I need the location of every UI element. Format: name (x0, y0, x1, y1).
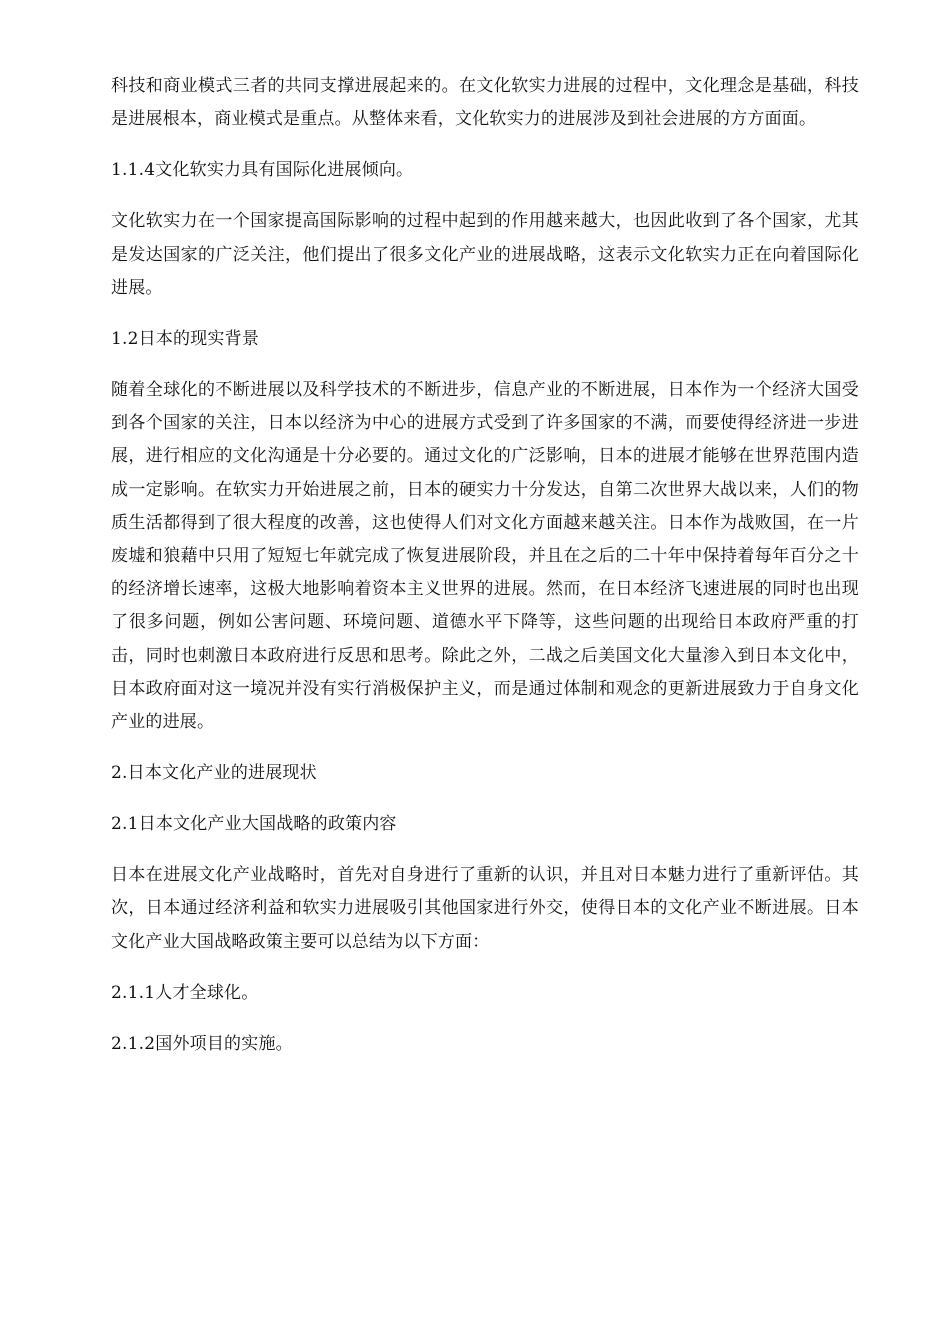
paragraph-line (111, 70, 859, 136)
section-heading-2-1-1: 2.1.1人才全球化。 (111, 982, 259, 1003)
paragraph-text: 文化软实力在一个国家提高国际影响的过程中起到的作用越来越大，也因此收到了各个国家，尤其是发达国家的广泛关注，他们提出了很多文化产业的进展战略，这表示文化软实力正在向着国际化进展。 (111, 211, 859, 298)
document-page (111, 70, 859, 1061)
section-heading-1-1-4: 1.1.4文化软实力具有国际化进展倾向。 (111, 160, 414, 181)
section-heading-2-1: 2.1日本文化产业大国战略的政策内容 (111, 814, 397, 835)
paragraph-text: 科技和商业模式三者的共同支撑进展起来的。在文化软实力进展的过程中，文化理念是基础，科技是进展根本，商业模式是重点。从整体来看，文化软实力的进展涉及到社会进展的方方面面。 (111, 76, 859, 130)
section-heading-1-2: 1.2日本的现实背景 (111, 329, 260, 350)
section-heading-2: 2.日本文化产业的进展现状 (111, 763, 317, 784)
paragraph-block (111, 70, 859, 136)
paragraph-text: 日本在进展文化产业战略时，首先对自身进行了重新的认识，并且对日本魅力进行了重新评估。其次，日本通过经济利益和软实力进展吸引其他国家进行外交，使得日本的文化产业不断进展。日本文化产业大国战略政策主要可以总结为以下方面： (111, 865, 859, 952)
section-heading-2-1-2: 2.1.2国外项目的实施。 (111, 1033, 293, 1054)
paragraph-text: 随着全球化的不断进展以及科学技术的不断进步，信息产业的不断进展，日本作为一个经济大国受到各个国家的关注，日本以经济为中心的进展方式受到了许多国家的不满，而要使得经济进一步进展，进行相应的文化沟通是十分必要的。通过文化的广泛影响，日本的进展才能够在世界范围内造成一定影响。在软实力开始进展之前，日本的硬实力十分发达，自第二次世界大战以来，人们的物质生活都得到了很大程度的改善，这也使得人们对文化方面越来越关注。日本作为战败国，在一片废墟和狼藉中只用了短短七年就完成了恢复进展阶段，并且在之后的二十年中保持着每年百分之十的经济增长速率，这极大地影响着资本主义世界的进展。然而，在日本经济飞速进展的同时也出现了很多问题，例如公害问题、环境问题、道德水平下降等，这些问题的出现给日本政府严重的打击，同时也刺激日本政府进行反思和思考。除此之外，二战之后美国文化大量渗入到日本文化中，日本政府面对这一境况并没有实行消极保护主义，而是通过体制和观念的更新进展致力于自身文化产业的进展。 (111, 380, 859, 733)
